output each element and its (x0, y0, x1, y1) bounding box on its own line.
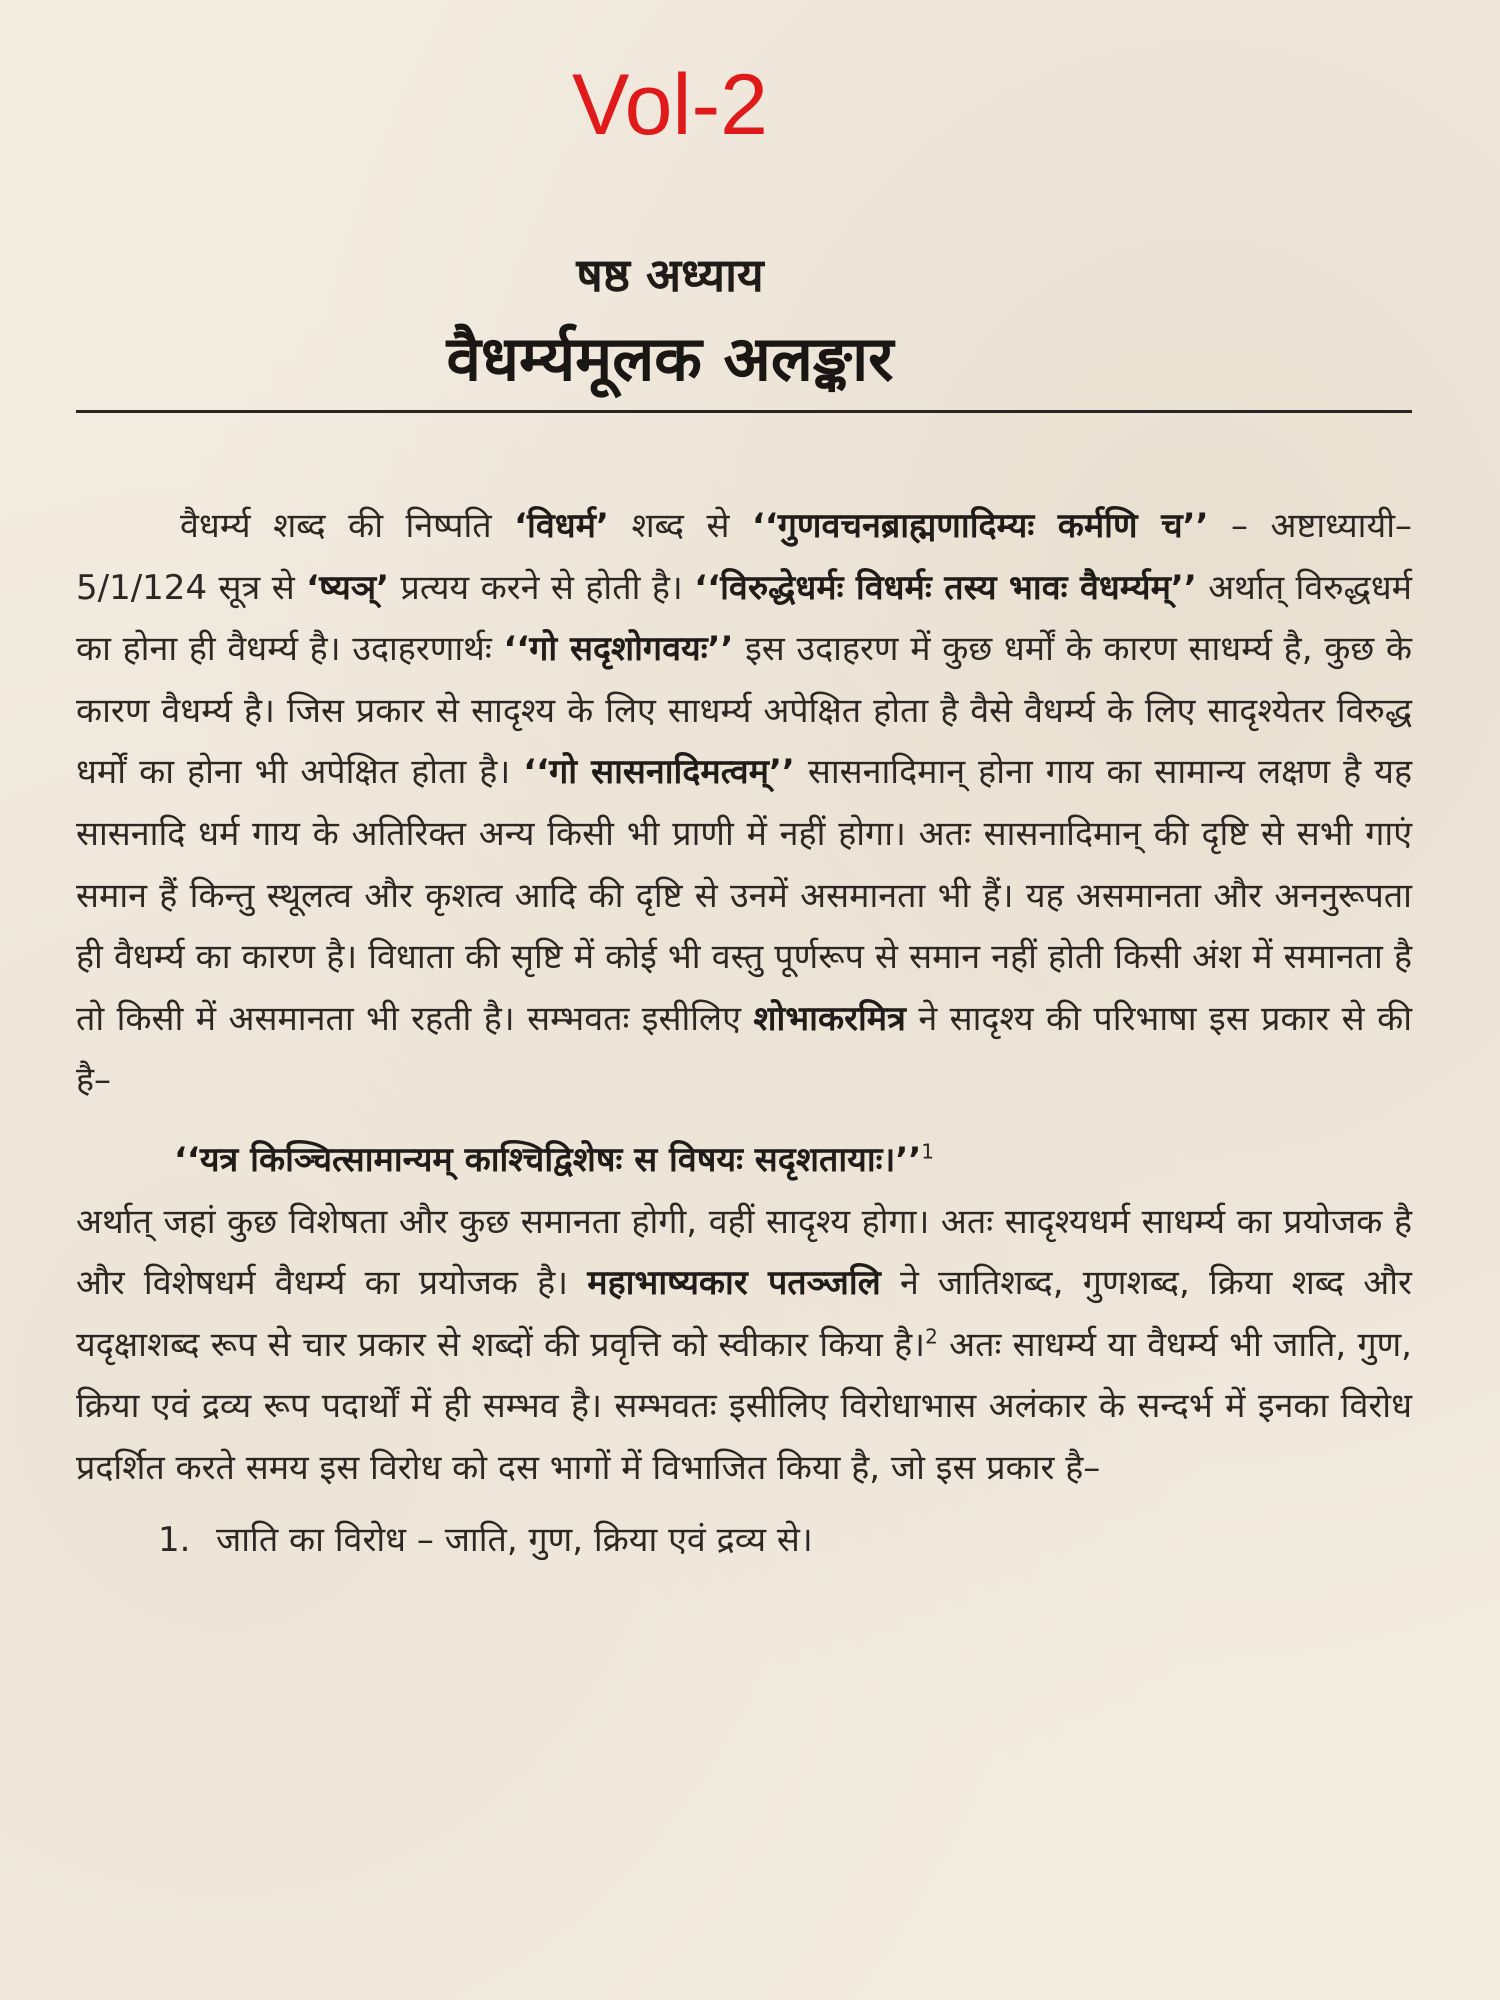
p1-text-8: ने सादृश्य की परिभाषा इस प्रकार से की है– (76, 998, 1413, 1101)
p1-text-3: – अष्टाध्यायी– 5/1/124 सूत्र से (76, 506, 1413, 608)
list-item (76, 1510, 1412, 1572)
body-text (76, 496, 1412, 1571)
list-item-text: जाति का विरोध – जाति, गुण, क्रिया एवं द्रव्य से। (216, 1519, 813, 1560)
quote-text: ‘‘यत्र किञ्चित्सामान्यम् काश्चिद्विशेषः स विषयः सदृशतायाः।’’ (174, 1139, 922, 1180)
paragraph-2 (76, 1192, 1412, 1500)
p1-text-4: प्रत्यय करने से होती है। (389, 567, 695, 608)
chapter-title: वैधर्म्यमूलक अलङ्कार (446, 322, 894, 395)
p1-sutra-quote: ‘‘गुणवचनब्राह्मणादिम्यः कर्मणि च’’ (751, 506, 1209, 546)
p1-text-1: वैधर्म्य शब्द की निष्पति (180, 506, 515, 546)
p1-example-quote: ‘‘गो सदृशोगवयः’’ (503, 629, 734, 670)
list-item-number: 1. (158, 1519, 191, 1560)
footnote-ref-2: 2 (925, 1324, 938, 1349)
p1-term-vidharma: ‘विधर्म’ (514, 506, 609, 546)
p2-text-2: ने जातिशब्द, गुणशब्द, क्रिया शब्द और यदृक्षाशब्द रूप से चार प्रकार से शब्दों की प्रवृत्ति को स्वीकार किया है। (76, 1263, 1412, 1365)
sanskrit-quote (76, 1130, 1412, 1192)
p2-name-patanjali: महाभाष्यकार पतञ्जलि (587, 1263, 881, 1304)
p1-text-6: इस उदाहरण में कुछ धर्मों के कारण साधर्म्य है, कुछ के कारण वैधर्म्य है। जिस प्रकार से सादृश्य के लिए साधर्म्य अपेक्षित होता है वैसे वैधर्म्य के लिए सादृश्येतर विरुद्ध धर्मों का होना भी अपेक्षित होता है। (76, 629, 1412, 793)
p1-text-5: अर्थात् विरुद्धधर्म का होना ही वैधर्म्य है। उदाहरणार्थः (76, 567, 1412, 670)
chapter-number: षष्ठ अध्याय (576, 248, 764, 302)
footnote-ref-1: 1 (921, 1139, 934, 1164)
p1-text-7: सासनादिमान् होना गाय का सामान्य लक्षण है यह सासनादि धर्म गाय के अतिरिक्त अन्य किसी भी प्राणी में नहीं होगा। अतः सासनादिमान् की दृष्टि से सभी गाएं समान हैं किन्तु स्थूलत्व और कृशत्व आदि की दृष्टि से उनमें असमानता भी हैं। यह असमानता और अननुरूपता ही वैधर्म्य का कारण है। विधाता की सृष्टि में कोई भी वस्तु पूर्णरूप से समान नहीं होती किसी अंश में समानता है तो किसी में असमानता भी रहती है। सम्भवतः इसीलिए (76, 752, 1412, 1039)
p2-text-3: अतः साधर्म्य या वैधर्म्य भी जाति, गुण, क्रिया एवं द्रव्य रूप पदार्थों में ही सम्भव है। सम्भवतः इसीलिए विरोधाभास अलंकार के सन्दर्भ में इनका विरोध प्रदर्शित करते समय इस विरोध को दस भागों में विभाजित किया है, जो इस प्रकार है– (76, 1324, 1412, 1488)
title-rule (76, 410, 1412, 413)
p1-definition-quote: ‘‘विरुद्धेधर्मः विधर्मः तस्य भावः वैधर्म्यम्’’ (694, 567, 1197, 608)
volume-label: Vol-2 (571, 57, 769, 153)
p1-sasnadi-quote: ‘‘गो सासनादिमत्वम्’’ (523, 752, 795, 793)
p1-text-2: शब्द से (608, 506, 752, 546)
p1-name-shobhakaramitra: शोभाकरमित्र (753, 998, 906, 1039)
p1-term-shyan: ‘ष्यञ्’ (306, 567, 390, 608)
paragraph-1 (76, 496, 1412, 1112)
p2-text-1: अर्थात् जहां कुछ विशेषता और कुछ समानता होगी, वहीं सादृश्य होगा। अतः सादृश्यधर्म साधर्म्य का प्रयोजक है और विशेषधर्म वैधर्म्य का प्रयोजक है। (76, 1201, 1412, 1304)
